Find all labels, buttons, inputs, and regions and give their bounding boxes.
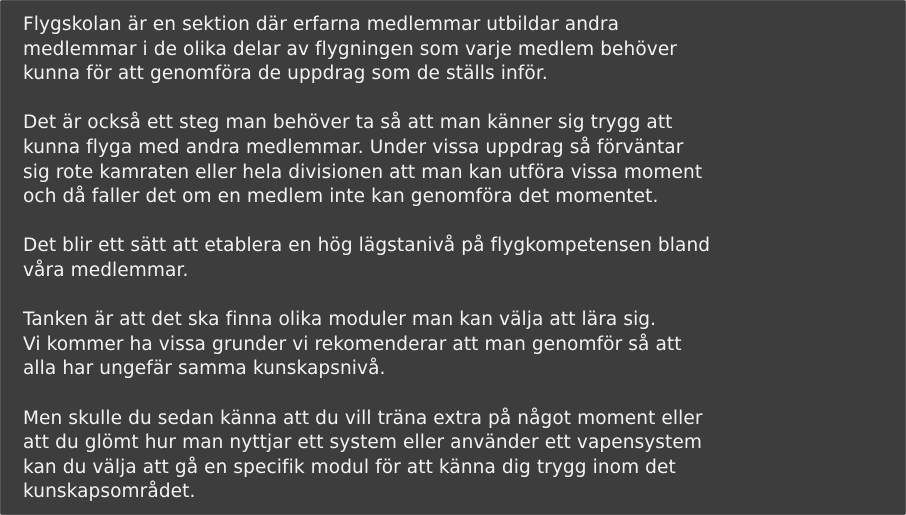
paragraph-extra-training: Men skulle du sedan känna att du vill träna extra på något moment eller att du glömt hur man nyttjar ett system eller använder ett vapensystem kan du välja att gå en specifik modul för att känna dig trygg inom det kunskapsområdet. xyxy=(23,407,703,503)
paragraph-baseline: Det blir ett sätt att etablera en hög lägstanivå på flygkompetensen bland våra medlemmar. xyxy=(23,235,711,281)
paragraph-intro: Flygskolan är en sektion där erfarna medlemmar utbildar andra medlemmar i de olika delar av flygningen som varje medlem behöver kunna för att genomföra de uppdrag som de ställs inför. xyxy=(23,14,678,85)
paragraph-modules: Tanken är att det ska finna olika moduler man kan välja att lära sig. Vi kommer ha vissa grunder vi rekomenderar att man genomför så att alla har ungefär samma kunskapsnivå. xyxy=(23,309,682,380)
paragraph-safety: Det är också ett steg man behöver ta så att man känner sig trygg att kunna flyga med andra medlemmar. Under vissa uppdrag så förväntar sig rote kamraten eller hela divisionen att man kan utföra vissa moment och då faller det om en medlem inte kan genomföra det momentet. xyxy=(23,112,703,208)
